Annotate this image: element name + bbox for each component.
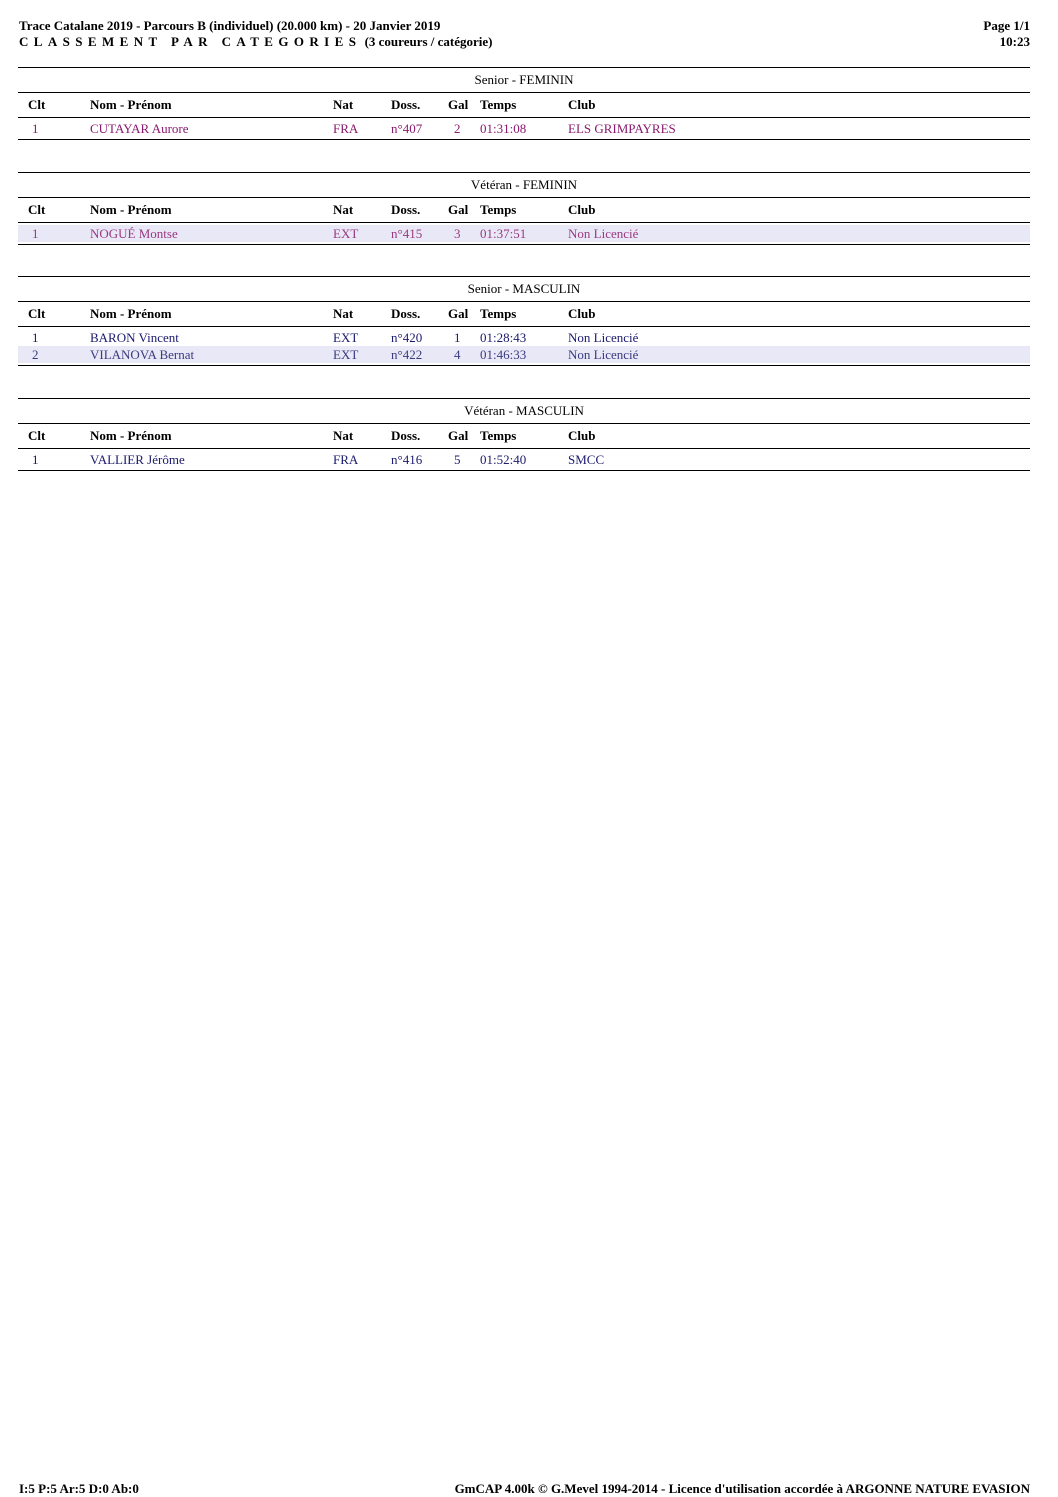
column-header-row bbox=[18, 198, 1030, 223]
subtitle-spaced: CLASSEMENT PAR CATEGORIES bbox=[19, 34, 362, 49]
print-time: 10:23 bbox=[999, 34, 1030, 49]
document-subtitle bbox=[19, 34, 492, 50]
category-section-veteran-feminin bbox=[18, 172, 1030, 245]
col-clt-header: Clt bbox=[28, 428, 46, 443]
column-header-row bbox=[18, 93, 1030, 118]
col-nat-header: Nat bbox=[333, 306, 354, 321]
cell-clt: 1 bbox=[32, 330, 39, 345]
table-row bbox=[18, 225, 1030, 242]
column-header-row bbox=[18, 302, 1030, 327]
cell-gal: 4 bbox=[454, 347, 461, 362]
cell-temps: 01:46:33 bbox=[480, 347, 527, 362]
col-nom-header: Nom - Prénom bbox=[90, 428, 172, 443]
col-temps-header: Temps bbox=[480, 306, 517, 321]
cell-temps: 01:52:40 bbox=[480, 452, 527, 467]
col-doss-header: Doss. bbox=[391, 202, 421, 217]
table-row bbox=[18, 329, 1030, 346]
cell-nat: EXT bbox=[333, 226, 359, 241]
cell-doss: n°420 bbox=[391, 330, 423, 345]
cell-doss: n°416 bbox=[391, 452, 423, 467]
cell-nom: BARON Vincent bbox=[90, 330, 179, 345]
cell-clt: 1 bbox=[32, 121, 39, 136]
footer-stats: I:5 P:5 Ar:5 D:0 Ab:0 bbox=[19, 1481, 139, 1496]
col-nat-header: Nat bbox=[333, 428, 354, 443]
cell-club: SMCC bbox=[568, 452, 605, 467]
col-doss-header: Doss. bbox=[391, 428, 421, 443]
category-title: Vétéran - MASCULIN bbox=[18, 398, 1030, 424]
cell-gal: 1 bbox=[454, 330, 461, 345]
cell-club: Non Licencié bbox=[568, 226, 639, 241]
cell-gal: 2 bbox=[454, 121, 461, 136]
table-row bbox=[18, 346, 1030, 363]
category-title: Vétéran - FEMININ bbox=[18, 172, 1030, 198]
page-number: Page 1/1 bbox=[983, 18, 1030, 33]
col-nom-header: Nom - Prénom bbox=[90, 202, 172, 217]
category-section-veteran-masculin bbox=[18, 398, 1030, 471]
cell-temps: 01:37:51 bbox=[480, 226, 527, 241]
table-row bbox=[18, 120, 1030, 137]
cell-nat: EXT bbox=[333, 330, 359, 345]
col-gal-header: Gal bbox=[448, 428, 469, 443]
cell-doss: n°422 bbox=[391, 347, 423, 362]
col-temps-header: Temps bbox=[480, 97, 517, 112]
cell-doss: n°407 bbox=[391, 121, 423, 136]
col-temps-header: Temps bbox=[480, 428, 517, 443]
col-nom-header: Nom - Prénom bbox=[90, 306, 172, 321]
footer-credit: GmCAP 4.00k © G.Mevel 1994-2014 - Licence d'utilisation accordée à ARGONNE NATURE EVASION bbox=[454, 1481, 1030, 1496]
cell-club: ELS GRIMPAYRES bbox=[568, 121, 676, 136]
cell-clt: 1 bbox=[32, 452, 39, 467]
subtitle-rest: (3 coureurs / catégorie) bbox=[364, 34, 493, 49]
col-club-header: Club bbox=[568, 97, 596, 112]
col-gal-header: Gal bbox=[448, 202, 469, 217]
col-gal-header: Gal bbox=[448, 306, 469, 321]
col-clt-header: Clt bbox=[28, 202, 46, 217]
table-row bbox=[18, 451, 1030, 468]
cell-temps: 01:28:43 bbox=[480, 330, 527, 345]
cell-clt: 1 bbox=[32, 226, 39, 241]
cell-doss: n°415 bbox=[391, 226, 423, 241]
col-club-header: Club bbox=[568, 428, 596, 443]
cell-gal: 5 bbox=[454, 452, 461, 467]
col-nat-header: Nat bbox=[333, 202, 354, 217]
col-club-header: Club bbox=[568, 306, 596, 321]
col-gal-header: Gal bbox=[448, 97, 469, 112]
category-section-senior-feminin bbox=[18, 67, 1030, 140]
cell-nat: FRA bbox=[333, 452, 359, 467]
col-clt-header: Clt bbox=[28, 97, 46, 112]
cell-nat: EXT bbox=[333, 347, 359, 362]
column-header-row bbox=[18, 424, 1030, 449]
cell-temps: 01:31:08 bbox=[480, 121, 527, 136]
cell-nat: FRA bbox=[333, 121, 359, 136]
cell-nom: VILANOVA Bernat bbox=[90, 347, 195, 362]
col-doss-header: Doss. bbox=[391, 306, 421, 321]
col-doss-header: Doss. bbox=[391, 97, 421, 112]
col-club-header: Club bbox=[568, 202, 596, 217]
col-clt-header: Clt bbox=[28, 306, 46, 321]
category-title: Senior - MASCULIN bbox=[18, 276, 1030, 302]
col-nat-header: Nat bbox=[333, 97, 354, 112]
category-section-senior-masculin bbox=[18, 276, 1030, 366]
cell-gal: 3 bbox=[454, 226, 461, 241]
document-title: Trace Catalane 2019 - Parcours B (individuel) (20.000 km) - 20 Janvier 2019 bbox=[19, 18, 441, 33]
cell-nom: NOGUÉ Montse bbox=[90, 226, 178, 241]
category-title: Senior - FEMININ bbox=[18, 67, 1030, 93]
cell-club: Non Licencié bbox=[568, 347, 639, 362]
col-nom-header: Nom - Prénom bbox=[90, 97, 172, 112]
cell-clt: 2 bbox=[32, 347, 39, 362]
cell-club: Non Licencié bbox=[568, 330, 639, 345]
cell-nom: CUTAYAR Aurore bbox=[90, 121, 189, 136]
col-temps-header: Temps bbox=[480, 202, 517, 217]
cell-nom: VALLIER Jérôme bbox=[90, 452, 185, 467]
